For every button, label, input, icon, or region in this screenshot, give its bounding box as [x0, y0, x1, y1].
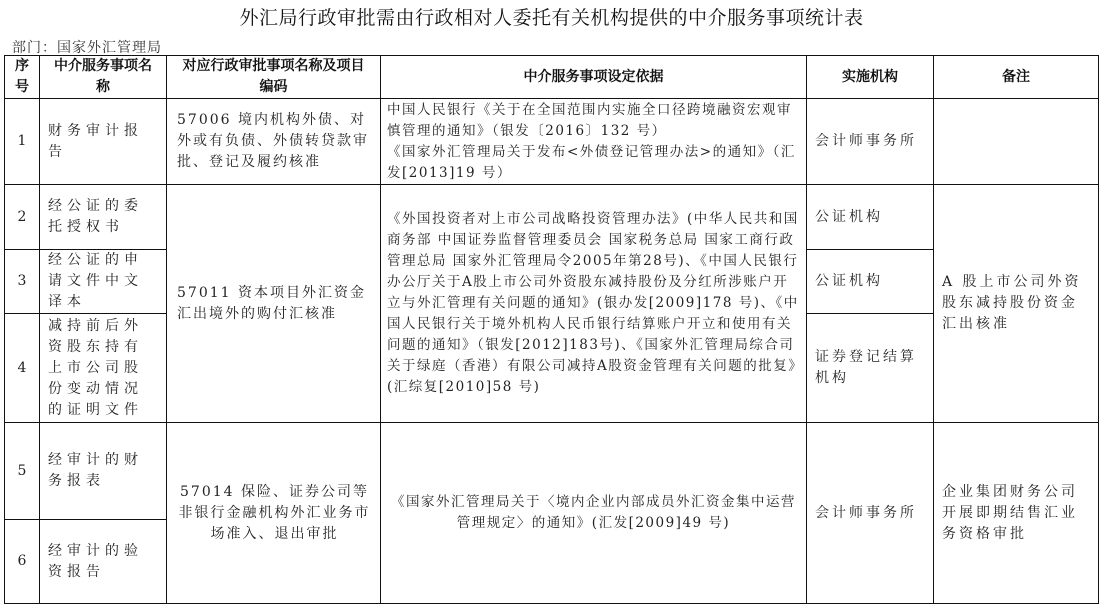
- institution: 证券登记结算机构: [807, 314, 934, 423]
- header-no: 序号: [5, 56, 40, 99]
- row-number: 2: [5, 185, 40, 250]
- header-remarks: 备注: [934, 56, 1099, 99]
- service-name: 经公证的委托授权书: [40, 185, 167, 250]
- basis: 《国家外汇管理局关于〈境内企业内部成员外汇资金集中运营管理规定〉的通知》(汇发[2009]49 号): [381, 423, 807, 604]
- document-title: 外汇局行政审批需由行政相对人委托有关机构提供的中介服务事项统计表: [239, 7, 864, 29]
- basis: [381, 99, 807, 185]
- basis: 《外国投资者对上市公司战略投资管理办法》(中华人民共和国商务部 中国证券监督管理委员会 国家税务总局 国家工商行政管理总局 国家外汇管理局令2005年第28号)、《中国人民银行办公厅关于A股上市公司外资股东减持股份及分红所涉账户开立与外汇管理有关问题的通知》(银办发[2009]178 号)、《中国人民银行关于境外机构人民币银行结算账户开立和使用有关问题的通知》（银发[2012]183号)、《国家外汇管理局综合司关于绿庭（香港）有限公司减持A股资金管理有关问题的批复》(汇综复[2010]58 号): [381, 185, 807, 423]
- approval-item: 57011 资本项目外汇资金汇出境外的购付汇核准: [167, 185, 381, 423]
- basis-line: 《国家外汇管理局关于发布<外债登记管理办法>的通知》（汇发[2013]19 号）: [387, 143, 796, 181]
- basis-line: 中国人民银行《关于在全国范围内实施全口径跨境融资宏观审慎管理的通知》（银发〔2016〕132 号）: [387, 101, 792, 139]
- service-name: 财务审计报告: [40, 99, 167, 185]
- institution: 会计师事务所: [807, 99, 934, 185]
- approval-item: 57006 境内机构外债、对外或有负债、外债转贷款审批、登记及履约核准: [167, 99, 381, 185]
- service-name: 经审计的验资报告: [40, 520, 167, 604]
- institution: 公证机构: [807, 250, 934, 314]
- remarks: A 股上市公司外资股东减持股份资金汇出核准: [934, 185, 1099, 423]
- header-service-name: 中介服务事项名称: [40, 56, 167, 99]
- header-row: [5, 56, 1099, 99]
- intermediary-services-table: [4, 55, 1099, 604]
- remarks: [934, 99, 1099, 185]
- approval-item: 57014 保险、证券公司等非银行金融机构外汇业务市场准入、退出审批: [167, 423, 381, 604]
- service-name: 减持前后外资股东持有上市公司股份变动情况的证明文件: [40, 314, 167, 423]
- row-number: 1: [5, 99, 40, 185]
- table-row: [5, 99, 1099, 185]
- header-approval-item: 对应行政审批事项名称及项目编码: [167, 56, 381, 99]
- header-basis: 中介服务事项设定依据: [381, 56, 807, 99]
- institution: 公证机构: [807, 185, 934, 250]
- table-row: [5, 185, 1099, 250]
- service-name: 经审计的财务报表: [40, 423, 167, 520]
- header-institution: 实施机构: [807, 56, 934, 99]
- row-number: 4: [5, 314, 40, 423]
- institution: 会计师事务所: [807, 423, 934, 604]
- table-row: [5, 423, 1099, 520]
- service-name: 经公证的申请文件中文译本: [40, 250, 167, 314]
- remarks: 企业集团财务公司开展即期结售汇业务资格审批: [934, 423, 1099, 604]
- row-number: 5: [5, 423, 40, 520]
- row-number: 3: [5, 250, 40, 314]
- row-number: 6: [5, 520, 40, 604]
- department-label: 部门：国家外汇管理局: [12, 40, 162, 56]
